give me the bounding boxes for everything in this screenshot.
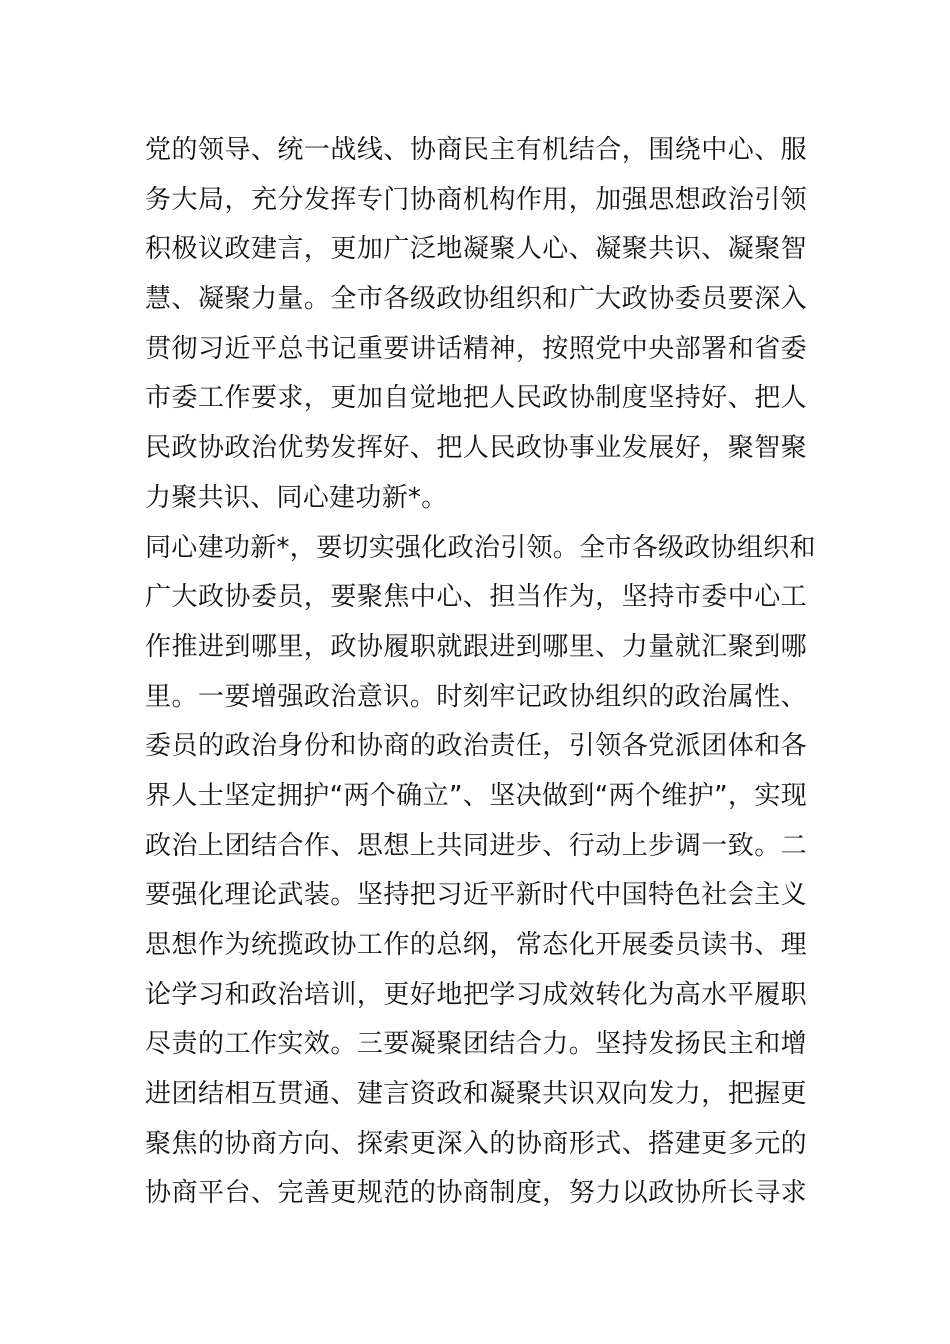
text-line-10: 广大政协委员，要聚焦中心、担当作为，坚持市委中心工 [145, 582, 807, 613]
text-line-18: 论学习和政治培训，更好地把学习成效转化为高水平履职 [145, 979, 807, 1010]
text-line-17: 思想作为统揽政协工作的总纲，常态化开展委员读书、理 [145, 930, 807, 960]
text-line-14: 界人士坚定拥护“两个确立”、坚决做到“两个维护”，实现 [145, 780, 807, 811]
text-line-21: 聚焦的协商方向、探索更深入的协商形式、搭建更多元的 [145, 1128, 807, 1159]
text-line-4: 慧、凝聚力量。全市各级政协组织和广大政协委员要深入 [145, 284, 807, 315]
text-line-8-paragraph-end: 力聚共识、同心建功新*。 [145, 482, 448, 513]
text-line-6: 市委工作要求，更加自觉地把人民政协制度坚持好、把人 [145, 383, 807, 414]
text-line-19: 尽责的工作实效。三要凝聚团结合力。坚持发扬民主和增 [145, 1029, 807, 1060]
text-line-5: 贯彻习近平总书记重要讲话精神，按照党中央部署和省委 [145, 333, 807, 364]
text-line-15: 政治上团结合作、思想上共同进步、行动上步调一致。二 [145, 830, 807, 861]
text-line-2: 务大局，充分发挥专门协商机构作用，加强思想政治引领 [145, 184, 807, 215]
text-line-1: 党的领导、统一战线、协商民主有机结合，围绕中心、服 [145, 135, 807, 165]
text-line-16: 要强化理论武装。坚持把习近平新时代中国特色社会主义 [145, 880, 807, 911]
text-line-20: 进团结相互贯通、建言资政和凝聚共识双向发力，把握更 [145, 1079, 807, 1110]
text-line-9: 同心建功新*，要切实强化政治引领。全市各级政协组织和 [145, 532, 816, 563]
text-line-12: 里。一要增强政治意识。时刻牢记政协组织的政治属性、 [145, 681, 807, 712]
text-line-13: 委员的政治身份和协商的政治责任，引领各党派团体和各 [145, 731, 807, 762]
text-line-3: 积极议政建言，更加广泛地凝聚人心、凝聚共识、凝聚智 [145, 234, 807, 265]
text-line-11: 作推进到哪里，政协履职就跟进到哪里、力量就汇聚到哪 [145, 631, 807, 662]
text-line-22: 协商平台、完善更规范的协商制度，努力以政协所长寻求 [145, 1178, 807, 1209]
text-line-7: 民政协政治优势发挥好、把人民政协事业发展好，聚智聚 [145, 433, 807, 464]
body-text [145, 126, 816, 1219]
